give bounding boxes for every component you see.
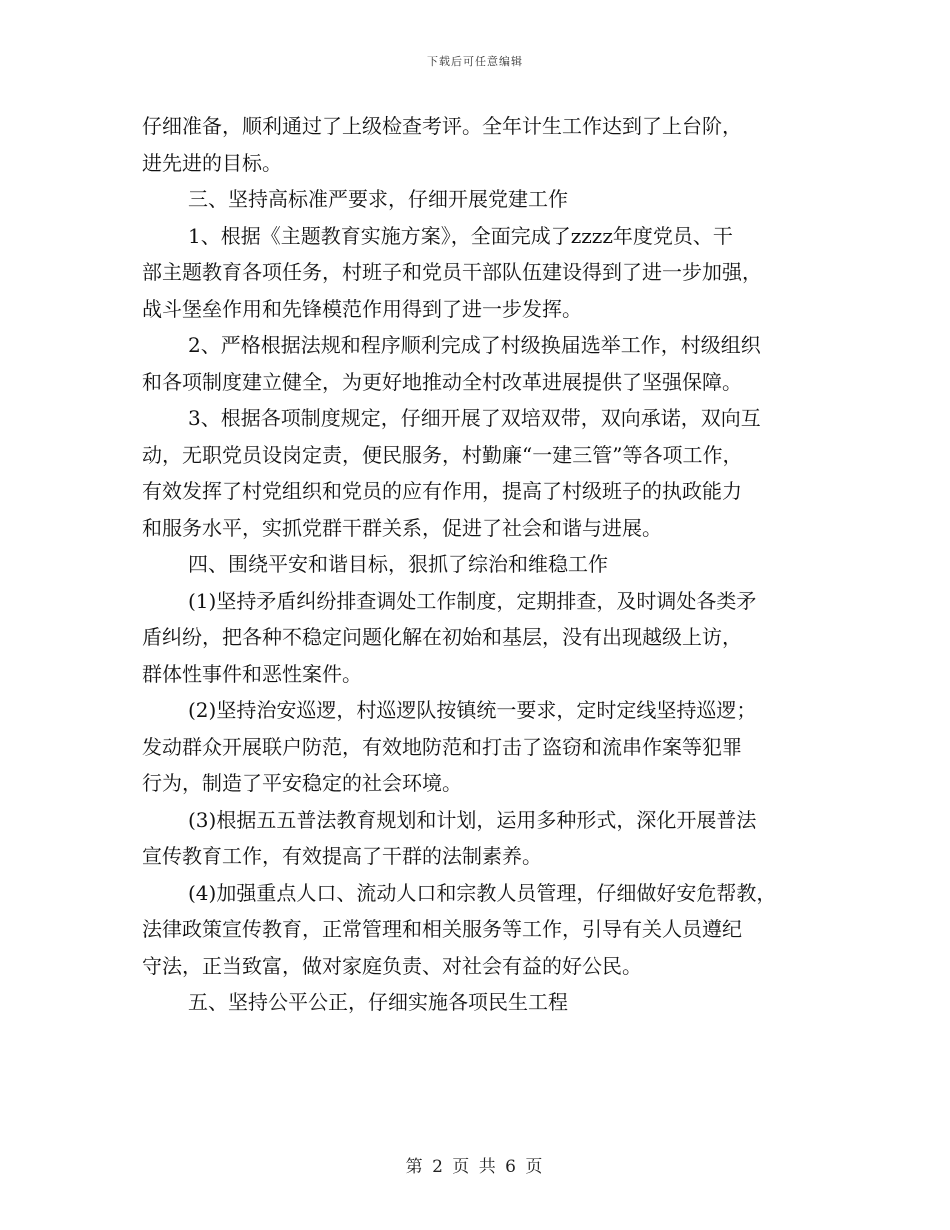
text-line: 仔细准备，顺利通过了上级检查考评。全年计生工作达到了上台阶，	[142, 114, 742, 138]
text-line: 有效发挥了村党组织和党员的应有作用，提高了村级班子的执政能力	[142, 479, 742, 503]
text-line: 三、坚持高标准严要求，仔细开展党建工作	[188, 187, 568, 211]
text-line: 法律政策宣传教育，正常管理和相关服务等工作，引导有关人员遵纪	[142, 917, 742, 941]
page-header: 下载后可任意编辑	[427, 55, 523, 68]
text-line: (4)加强重点人口、流动人口和宗教人员管理，仔细做好安危帮教，	[188, 880, 777, 905]
text-line: 进先进的目标。	[142, 150, 282, 175]
text-line: 发动群众开展联户防范，有效地防范和打击了盗窃和流串作案等犯罪	[142, 734, 742, 759]
text-line: (2)坚持治安巡逻，村巡逻队按镇统一要求，定时定线坚持巡逻；	[188, 698, 757, 722]
text-line: 和各项制度建立健全，为更好地推动全村改革进展提供了坚强保障。	[142, 369, 742, 394]
text-line: 行为，制造了平安稳定的社会环境。	[142, 771, 462, 795]
text-line: 群体性事件和恶性案件。	[142, 661, 362, 686]
text-line: 和服务水平，实抓党群干群关系，促进了社会和谐与进展。	[142, 515, 662, 540]
text-line: 宣传教育工作，有效提高了干群的法制素养。	[142, 844, 542, 868]
text-line: 战斗堡垒作用和先锋模范作用得到了进一步发挥。	[142, 296, 582, 321]
text-line: 部主题教育各项任务，村班子和党员干部队伍建设得到了进一步加强，	[142, 260, 762, 284]
text-line: 四、围绕平安和谐目标，狠抓了综治和维稳工作	[188, 552, 608, 576]
text-line: (3)根据五五普法教育规划和计划，运用多种形式，深化开展普法	[188, 807, 757, 832]
text-line: 守法，正当致富，做对家庭负责、对社会有益的好公民。	[142, 953, 642, 978]
text-line: 盾纠纷，把各种不稳定问题化解在初始和基层，没有出现越级上访，	[142, 625, 742, 649]
page-number-footer: 第 2 页 共 6 页	[405, 1157, 545, 1177]
text-line: 动，无职党员设岗定责，便民服务，村勤廉“一建三管”等各项工作，	[142, 442, 743, 467]
text-line: 2、严格根据法规和程序顺利完成了村级换届选举工作，村级组织	[188, 333, 761, 357]
text-line: (1)坚持矛盾纠纷排查调处工作制度，定期排查，及时调处各类矛	[188, 588, 757, 613]
text-line: 五、坚持公平公正，仔细实施各项民生工程	[188, 990, 568, 1014]
text-line: 3、根据各项制度规定，仔细开展了双培双带，双向承诺，双向互	[188, 406, 761, 430]
document-body	[142, 108, 832, 1021]
text-line: 1、根据《主题教育实施方案》，全面完成了zzzz年度党员、干	[188, 223, 733, 248]
